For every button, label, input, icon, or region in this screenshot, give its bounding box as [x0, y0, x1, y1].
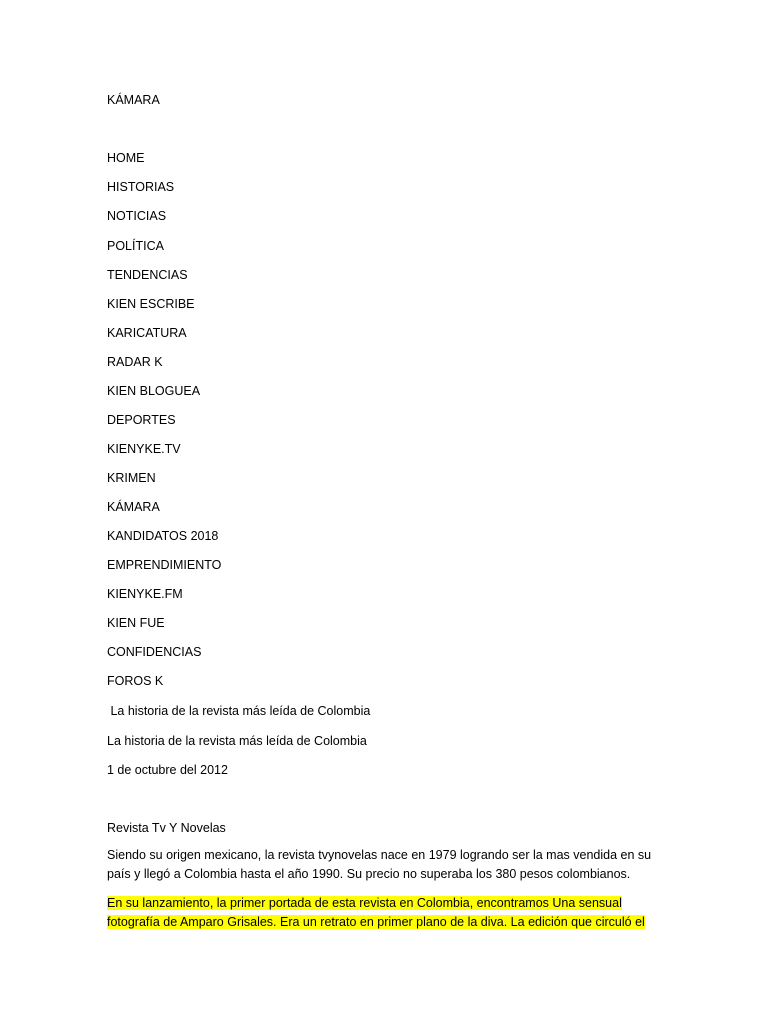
article-paragraph: Siendo su origen mexicano, la revista tvynovelas nace en 1979 logrando ser la mas vendida en su país y llegó a Colombia hasta el año 1990. Su precio no superaba los 380 pesos colombianos.: [107, 848, 652, 881]
menu-item-kamara: KÁMARA: [107, 500, 160, 514]
menu-item-historias: HISTORIAS: [107, 180, 175, 194]
article-subheadline: La historia de la revista más leída de Colombia: [107, 734, 367, 748]
menu-item-kienyke-fm: KIENYKE.FM: [107, 587, 183, 601]
article-headline: La historia de la revista más leída de Colombia: [107, 704, 371, 718]
menu-item-kien-escribe: KIEN ESCRIBE: [107, 297, 195, 311]
highlighted-text-line: [107, 895, 622, 911]
menu-item-foros-k: FOROS K: [107, 674, 164, 688]
menu-item-kandidatos-2018: KANDIDATOS 2018: [107, 529, 219, 543]
menu-item-krimen: KRIMEN: [107, 471, 156, 485]
menu-item-radar-k: RADAR K: [107, 355, 163, 369]
menu-item-emprendimiento: EMPRENDIMIENTO: [107, 558, 222, 572]
article-section-label: Revista Tv Y Novelas: [107, 821, 226, 835]
menu-item-politica: POLÍTICA: [107, 239, 164, 253]
menu-item-home: HOME: [107, 151, 145, 165]
menu-item-kien-fue: KIEN FUE: [107, 616, 165, 630]
highlighted-text: En su lanzamiento, la primer portada de esta revista en Colombia, encontramos Una sensual: [107, 896, 622, 910]
document-title: KÁMARA: [107, 93, 160, 107]
article-date: 1 de octubre del 2012: [107, 763, 228, 777]
menu-item-karicatura: KARICATURA: [107, 326, 187, 340]
menu-item-kien-bloguea: KIEN BLOGUEA: [107, 384, 201, 398]
menu-item-noticias: NOTICIAS: [107, 209, 167, 223]
highlighted-text-line: [107, 914, 645, 930]
menu-item-confidencias: CONFIDENCIAS: [107, 645, 202, 659]
highlighted-text: fotografía de Amparo Grisales. Era un retrato en primer plano de la diva. La edición que circuló el: [107, 915, 645, 929]
menu-item-kienyke-tv: KIENYKE.TV: [107, 442, 181, 456]
menu-item-deportes: DEPORTES: [107, 413, 176, 427]
menu-item-tendencias: TENDENCIAS: [107, 268, 188, 282]
